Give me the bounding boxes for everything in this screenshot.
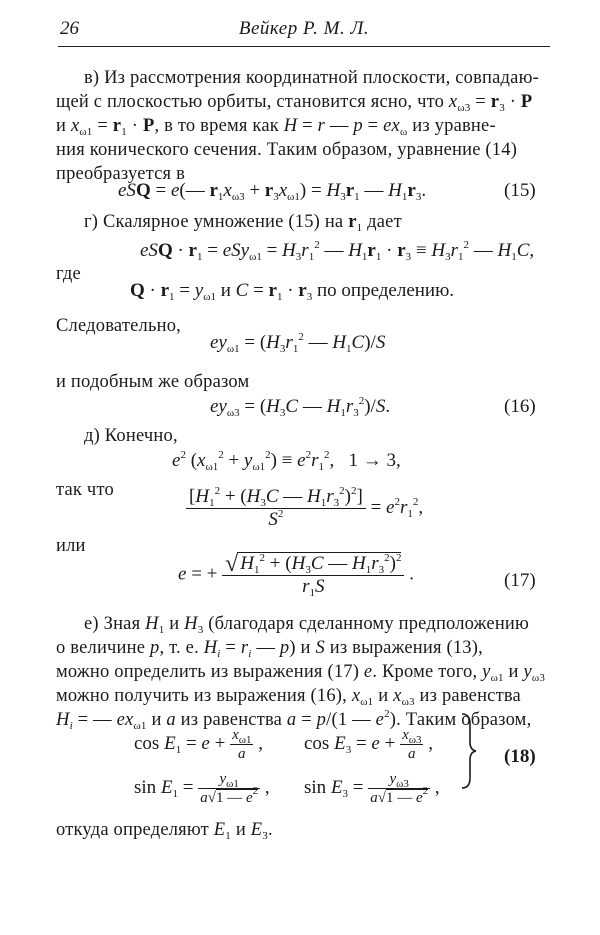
equation-scalar-product: eSQ · $r_1 = eSy_{\omega 1} = H_3r_1^2$ — $H_1r_1 \cdot r_3 \equiv H_3r_1^2$ — $H_1C$, [140,239,535,263]
equation-konechno: $e^2$ $(x_{\omega 1}^2 + y_{\omega 1}^2) \equiv e^2r_1^2$, 1 → 3, [172,449,401,473]
equation-cos-e1: $\cos E_1 = e$ + $\frac{x_{\omega 1}}{a}$ , [134,727,263,762]
para-v-line4: ния конического сечения. Таким образом, уравнение (14) [56,140,518,160]
page-header [58,14,550,47]
eq-number-17: (17) [504,570,536,591]
running-title: Вейкер Р. М. Л. [238,18,370,39]
equation-sin-e1: $\sin E_1$ = $\frac{y_{\omega 1}}{a√1 — e^2}$ , [134,771,270,806]
para-v-line2: щей с плоскостью орбиты, становится ясно, что $x_{\omega 3} = r_3 \cdot P$ [56,92,533,114]
para-e-line5: $H_i$ = — $ex_{\omega 1}$ и a из равенства a = p/(1 — $e^2$). Таким образом, [56,708,532,732]
word-gde: где [56,264,81,284]
para-e-line4: можно получить из выражения (16), $x_{\omega 1}$ и $x_{\omega 3}$ из равенства [56,686,521,708]
equation-16: $ey_{\omega 3} = (H_3C$ — $H_1r_3^2)/S$. [210,395,391,419]
eq-number-15: (15) [504,180,536,201]
equation-17: e = + $\frac{√ H_1^2 + (H_3C — H_1r_3^2)^2}{r_1S}$ . [178,551,414,599]
final-line: откуда определяют $E_1$ и $E_3$. [56,820,273,842]
para-v-line5: преобразуется в [56,164,186,184]
phrase-podobnym: и подобным же образом [56,372,250,392]
para-e-line2: о величине p, т. е. $H_i = r_i$ — p) и S из выражения (13), [56,638,483,660]
page-number: 26 [60,18,79,39]
equation-15: eSQ = e(— $r_1x_{\omega 3} + r_3x_{\omega 1}) = H_3r_1$ — $H_1r_3$. [118,180,427,203]
para-g-line1: г) Скалярное умножение (15) на $r_1$ дает [84,212,402,234]
eq-number-18: (18) [504,746,536,767]
para-e-line3: можно определить из выражения (17) e. Кроме того, $y_{\omega 1}$ и $y_{\omega 3}$ [56,662,546,684]
definition-line: $Q \cdot r_1 = y_{\omega 1}$ и $C = r_1 \cdot r_3$ по определению. [130,280,455,303]
equation-y-omega1: $ey_{\omega 1} = (H_3r_1^2$ — $H_1C)/S$ [210,331,386,355]
para-e-line1: е) Зная $H_1$ и $H_3$ (благодаря сделанному предположению [84,614,530,636]
equation-sin-e3: $\sin E_3$ = $\frac{y_{\omega 3}}{a√1 — e^2}$ , [304,771,440,806]
para-v-line1: в) Из рассмотрения координатной плоскости, совпадаю- [84,68,539,88]
phrase-tak-chto: так что [56,480,114,500]
right-brace [460,712,478,790]
para-d-line1: д) Конечно, [84,426,178,446]
word-sledovatelno: Следовательно, [56,316,181,336]
equation-cos-e3: $\cos E_3 = e$ + $\frac{x_{\omega 3}}{a}$ , [304,727,433,762]
eq-number-16: (16) [504,396,536,417]
word-ili: или [56,536,86,556]
para-v-line3: и $x_{\omega 1} = r_1 \cdot P$, в то время как H = r — $p = ex_\omega$ из уравне- [56,116,496,138]
equation-fraction-square: $\frac{[H_1^2 + (H_3C — H_1r_3^2)^2]}{S^2}$ = $e^2r_1^2$, [186,486,423,531]
